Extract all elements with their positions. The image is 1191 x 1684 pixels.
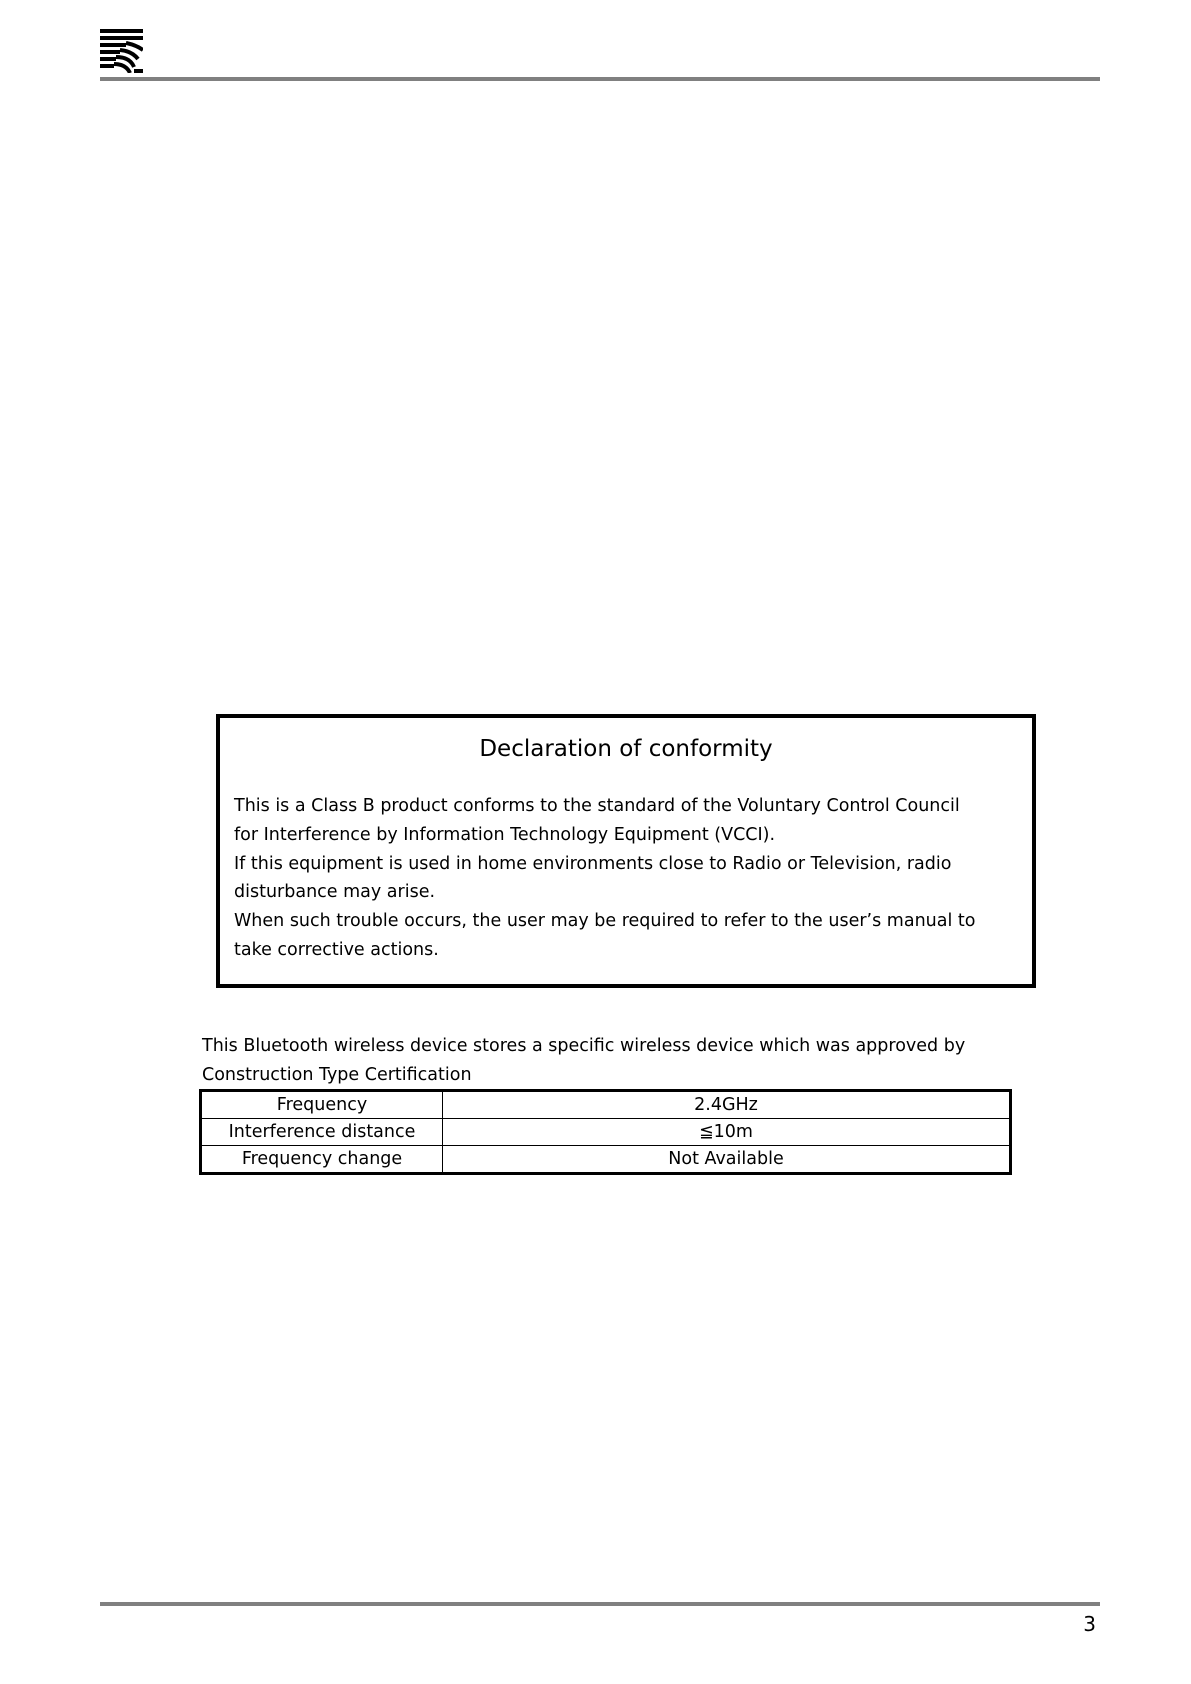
table-cell-value: 2.4GHz: [443, 1091, 1011, 1119]
bluetooth-note: [202, 1032, 1032, 1089]
declaration-title: Declaration of conformity: [479, 736, 773, 762]
header-rule: [100, 77, 1100, 81]
table-cell-label: Interference distance: [201, 1119, 443, 1146]
declaration-box: [216, 714, 1036, 988]
table-cell-value: Not Available: [443, 1146, 1011, 1174]
footer-rule: [100, 1602, 1100, 1606]
bluetooth-spec-table: [199, 1089, 1012, 1175]
page-number: 3: [1083, 1612, 1096, 1636]
brand-logo-icon: [100, 29, 143, 73]
table-row: [201, 1119, 1011, 1146]
table-row: [201, 1146, 1011, 1174]
declaration-paragraph: When such trouble occurs, the user may be required to refer to the user’s manual to take corrective actions.: [234, 911, 976, 960]
table-row: [201, 1091, 1011, 1119]
table-cell-label: Frequency change: [201, 1146, 443, 1174]
table-cell-label: Frequency: [201, 1091, 443, 1119]
table-cell-value: ≦10m: [443, 1119, 1011, 1146]
declaration-paragraph: This is a Class B product conforms to the standard of the Voluntary Control Council for Interference by Information Technology Equipment (VCCI).: [234, 796, 960, 845]
bluetooth-note-text: This Bluetooth wireless device stores a specific wireless device which was approved by Construction Type Certification: [202, 1036, 966, 1085]
declaration-paragraph: If this equipment is used in home environments close to Radio or Television, radio disturbance may arise.: [234, 853, 952, 903]
declaration-body: [234, 792, 984, 965]
